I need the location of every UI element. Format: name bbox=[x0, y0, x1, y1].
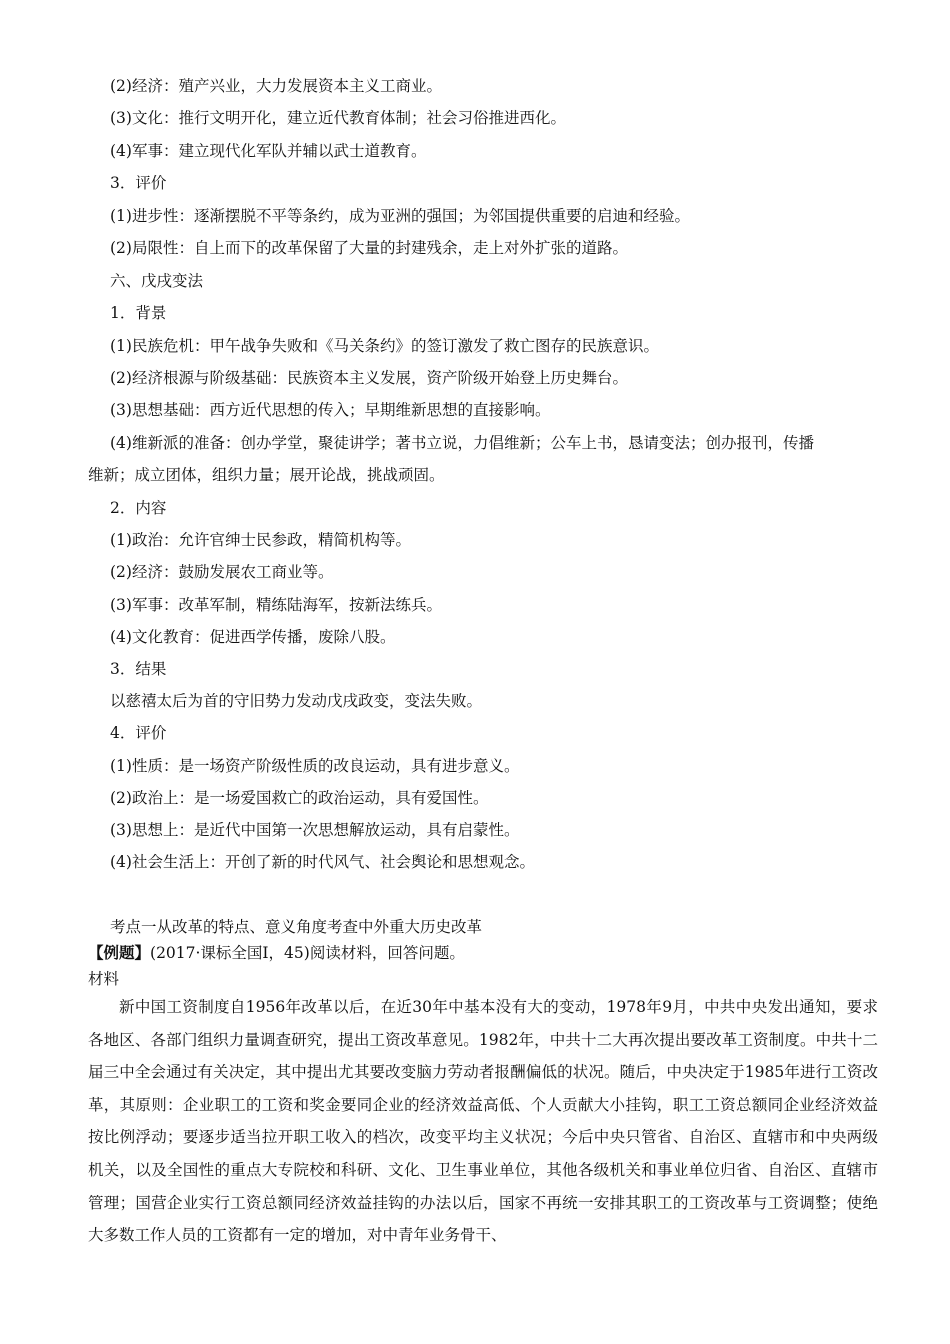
example-line bbox=[88, 943, 465, 963]
material-label: 材料 bbox=[88, 970, 120, 988]
background-item-2: (2)经济根源与阶级基础：民族资本主义发展，资产阶级开始登上历史舞台。 bbox=[110, 369, 628, 387]
example-source: (2017·课标全国Ⅰ，45)阅读材料，回答问题。 bbox=[150, 944, 465, 962]
meiji-military-line: (4)军事：建立现代化军队并辅以武士道教育。 bbox=[110, 142, 427, 160]
example-label: 【例题】 bbox=[88, 943, 151, 962]
content-heading: 2．内容 bbox=[110, 499, 167, 517]
meiji-eval-limitation: (2)局限性：自上而下的改革保留了大量的封建残余，走上对外扩张的道路。 bbox=[110, 239, 628, 257]
content-item-1: (1)政治：允许官绅士民参政，精简机构等。 bbox=[110, 531, 411, 549]
evaluation-item-4: (4)社会生活上：开创了新的时代风气、社会舆论和思想观念。 bbox=[110, 853, 535, 871]
section-six-title: 六、戊戌变法 bbox=[110, 272, 204, 290]
content-item-4: (4)文化教育：促进西学传播，废除八股。 bbox=[110, 628, 396, 646]
background-item-1: (1)民族危机：甲午战争失败和《马关条约》的签订激发了救亡图存的民族意识。 bbox=[110, 337, 659, 355]
material-paragraph: 新中国工资制度自1956年改革以后，在近30年中基本没有大的变动，1978年9月，中共中央发出通知，要求各地区、各部门组织力量调查研究，提出工资改革意见。1982年，中共十二大再次提出要改革工资制度。中共十二届三中全会通过有关决定，其中提出尤其要改变脑力劳动者报酬偏低的状况。随后，中央决定于1985年进行工资改革，其原则：企业职工的工资和奖金要同企业的经济效益高低、个人贡献大小挂钩，职工工资总额同企业经济效益按比例浮动；要逐步适当拉开职工收入的档次，改变平均主义状况；今后中央只管省、自治区、直辖市和中央两级机关，以及全国性的重点大专院校和科研、文化、卫生事业单位，其他各级机关和事业单位归省、自治区、直辖市管理；国营企业实行工资总额同经济效益挂钩的办法以后，国家不再统一安排其职工的工资改革与工资调整；使绝大多数工作人员的工资都有一定的增加，对中青年业务骨干、 bbox=[88, 998, 878, 1245]
meiji-eval-progressive: (1)进步性：逐渐摆脱不平等条约，成为亚洲的强国；为邻国提供重要的启迪和经验。 bbox=[110, 207, 690, 225]
result-text: 以慈禧太后为首的守旧势力发动戊戌政变，变法失败。 bbox=[110, 692, 483, 710]
exam-point-title: 考点一从改革的特点、意义角度考查中外重大历史改革 bbox=[110, 918, 483, 936]
meiji-culture-line: (3)文化：推行文明开化，建立近代教育体制；社会习俗推进西化。 bbox=[110, 109, 566, 127]
meiji-economy-line: (2)经济：殖产兴业，大力发展资本主义工商业。 bbox=[110, 77, 442, 95]
content-item-2: (2)经济：鼓励发展农工商业等。 bbox=[110, 563, 334, 581]
result-heading: 3．结果 bbox=[110, 660, 167, 678]
background-item-4: (4)维新派的准备：创办学堂，聚徒讲学；著书立说，力倡维新；公车上书，恳请变法；创办报刊，传播 bbox=[110, 434, 814, 452]
evaluation-item-2: (2)政治上：是一场爱国救亡的政治运动，具有爱国性。 bbox=[110, 789, 489, 807]
evaluation-heading: 4．评价 bbox=[110, 724, 167, 742]
evaluation-item-3: (3)思想上：是近代中国第一次思想解放运动，具有启蒙性。 bbox=[110, 821, 520, 839]
evaluation-item-1: (1)性质：是一场资产阶级性质的改良运动，具有进步意义。 bbox=[110, 757, 520, 775]
background-item-3: (3)思想基础：西方近代思想的传入；早期维新思想的直接影响。 bbox=[110, 401, 551, 419]
background-item-4-cont: 维新；成立团体，组织力量；展开论战，挑战顽固。 bbox=[88, 466, 445, 484]
content-item-3: (3)军事：改革军制，精练陆海军，按新法练兵。 bbox=[110, 596, 442, 614]
background-heading: 1．背景 bbox=[110, 304, 167, 322]
meiji-eval-heading: 3．评价 bbox=[110, 174, 167, 192]
